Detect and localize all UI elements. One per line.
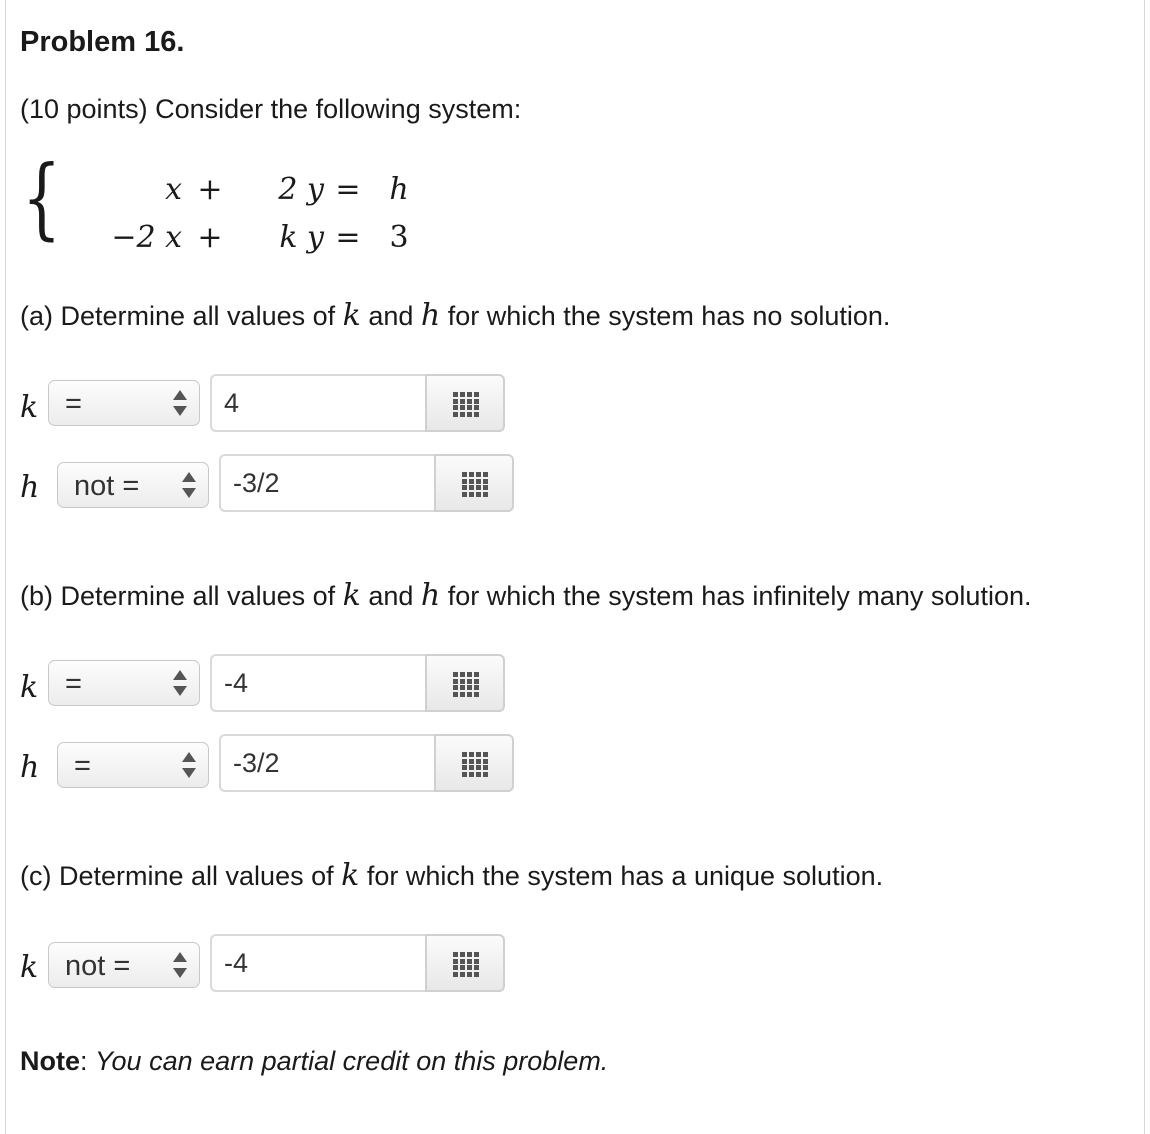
selected-value: = xyxy=(74,750,91,782)
part-b-k-answer-input[interactable] xyxy=(210,654,426,712)
part-a-k-label: k xyxy=(20,390,39,425)
eq1-op: + xyxy=(197,172,223,207)
part-c-k-relation-select[interactable] xyxy=(48,942,200,988)
part-b-k-label: k xyxy=(20,670,39,705)
part-b-k-keypad-button[interactable] xyxy=(425,654,505,712)
updown-arrows-icon xyxy=(173,390,187,416)
eq2-equals: = xyxy=(335,220,361,255)
part-a-var-k: k xyxy=(342,298,361,333)
part-b-var-k: k xyxy=(342,578,361,613)
note-colon: : xyxy=(80,1046,96,1076)
part-b-h-keypad-button[interactable] xyxy=(434,734,514,792)
problem-title: Problem 16. xyxy=(20,26,185,58)
part-c-text-post: for which the system has a unique solution. xyxy=(359,861,884,891)
part-b-h-relation-select[interactable] xyxy=(57,742,209,788)
input-value: -3/2 xyxy=(233,468,280,498)
input-value: -4 xyxy=(224,948,249,978)
part-c-k-keypad-button[interactable] xyxy=(425,934,505,992)
updown-arrows-icon xyxy=(173,952,187,978)
part-c-k-label: k xyxy=(20,950,39,985)
part-c-k-answer-input[interactable] xyxy=(210,934,426,992)
part-a-h-relation-select[interactable] xyxy=(57,462,209,508)
keypad-grid-icon xyxy=(462,752,489,776)
note xyxy=(20,1046,608,1077)
keypad-grid-icon xyxy=(453,672,480,696)
eq2-rhs: 3 xyxy=(389,220,409,255)
note-text: You can earn partial credit on this problem. xyxy=(95,1046,609,1076)
problem-prompt: (10 points) Consider the following system: xyxy=(20,94,522,124)
input-value: -3/2 xyxy=(233,748,280,778)
updown-arrows-icon xyxy=(173,670,187,696)
part-a-k-answer-input[interactable] xyxy=(210,374,426,432)
part-a-h-answer-input[interactable] xyxy=(219,454,435,512)
part-a-k-keypad-button[interactable] xyxy=(425,374,505,432)
eq1-rhs: h xyxy=(389,172,409,207)
left-brace: { xyxy=(22,146,62,249)
part-b-question xyxy=(20,578,1031,613)
part-a-text-post: for which the system has no solution. xyxy=(440,301,891,331)
part-a-var-h: h xyxy=(420,298,441,333)
eq2-op: + xyxy=(197,220,223,255)
selected-value: not = xyxy=(65,950,131,982)
part-a-k-relation-select[interactable] xyxy=(48,380,200,426)
eq1-equals: = xyxy=(335,172,361,207)
keypad-grid-icon xyxy=(453,952,480,976)
part-a-h-label: h xyxy=(20,470,40,505)
eq1-term2: 2 y xyxy=(278,172,324,207)
eq2-term2: k y xyxy=(279,220,324,255)
part-a-text-mid: and xyxy=(360,301,421,331)
note-label: Note xyxy=(20,1046,80,1076)
part-a-text-pre: (a) Determine all values of xyxy=(20,301,343,331)
part-b-text-mid: and xyxy=(360,581,421,611)
part-b-var-h: h xyxy=(420,578,441,613)
updown-arrows-icon xyxy=(182,752,196,778)
selected-value: = xyxy=(65,668,82,700)
keypad-grid-icon xyxy=(462,472,489,496)
selected-value: not = xyxy=(74,470,140,502)
part-b-h-answer-input[interactable] xyxy=(219,734,435,792)
part-c-text-pre: (c) Determine all values of xyxy=(20,861,342,891)
part-b-k-relation-select[interactable] xyxy=(48,660,200,706)
updown-arrows-icon xyxy=(182,472,196,498)
selected-value: = xyxy=(65,388,82,420)
part-a-h-keypad-button[interactable] xyxy=(434,454,514,512)
equation-system xyxy=(22,146,442,263)
part-b-text-pre: (b) Determine all values of xyxy=(20,581,343,611)
part-c-var-k: k xyxy=(341,858,360,893)
part-c-question xyxy=(20,858,883,893)
input-value: -4 xyxy=(224,668,249,698)
part-b-h-label: h xyxy=(20,750,40,785)
keypad-grid-icon xyxy=(453,392,480,416)
input-value: 4 xyxy=(224,388,240,418)
eq1-term1: x xyxy=(165,172,182,207)
eq2-term1: −2 x xyxy=(111,220,182,255)
part-b-text-post: for which the system has infinitely many solution. xyxy=(440,581,1032,611)
part-a-question xyxy=(20,298,890,333)
